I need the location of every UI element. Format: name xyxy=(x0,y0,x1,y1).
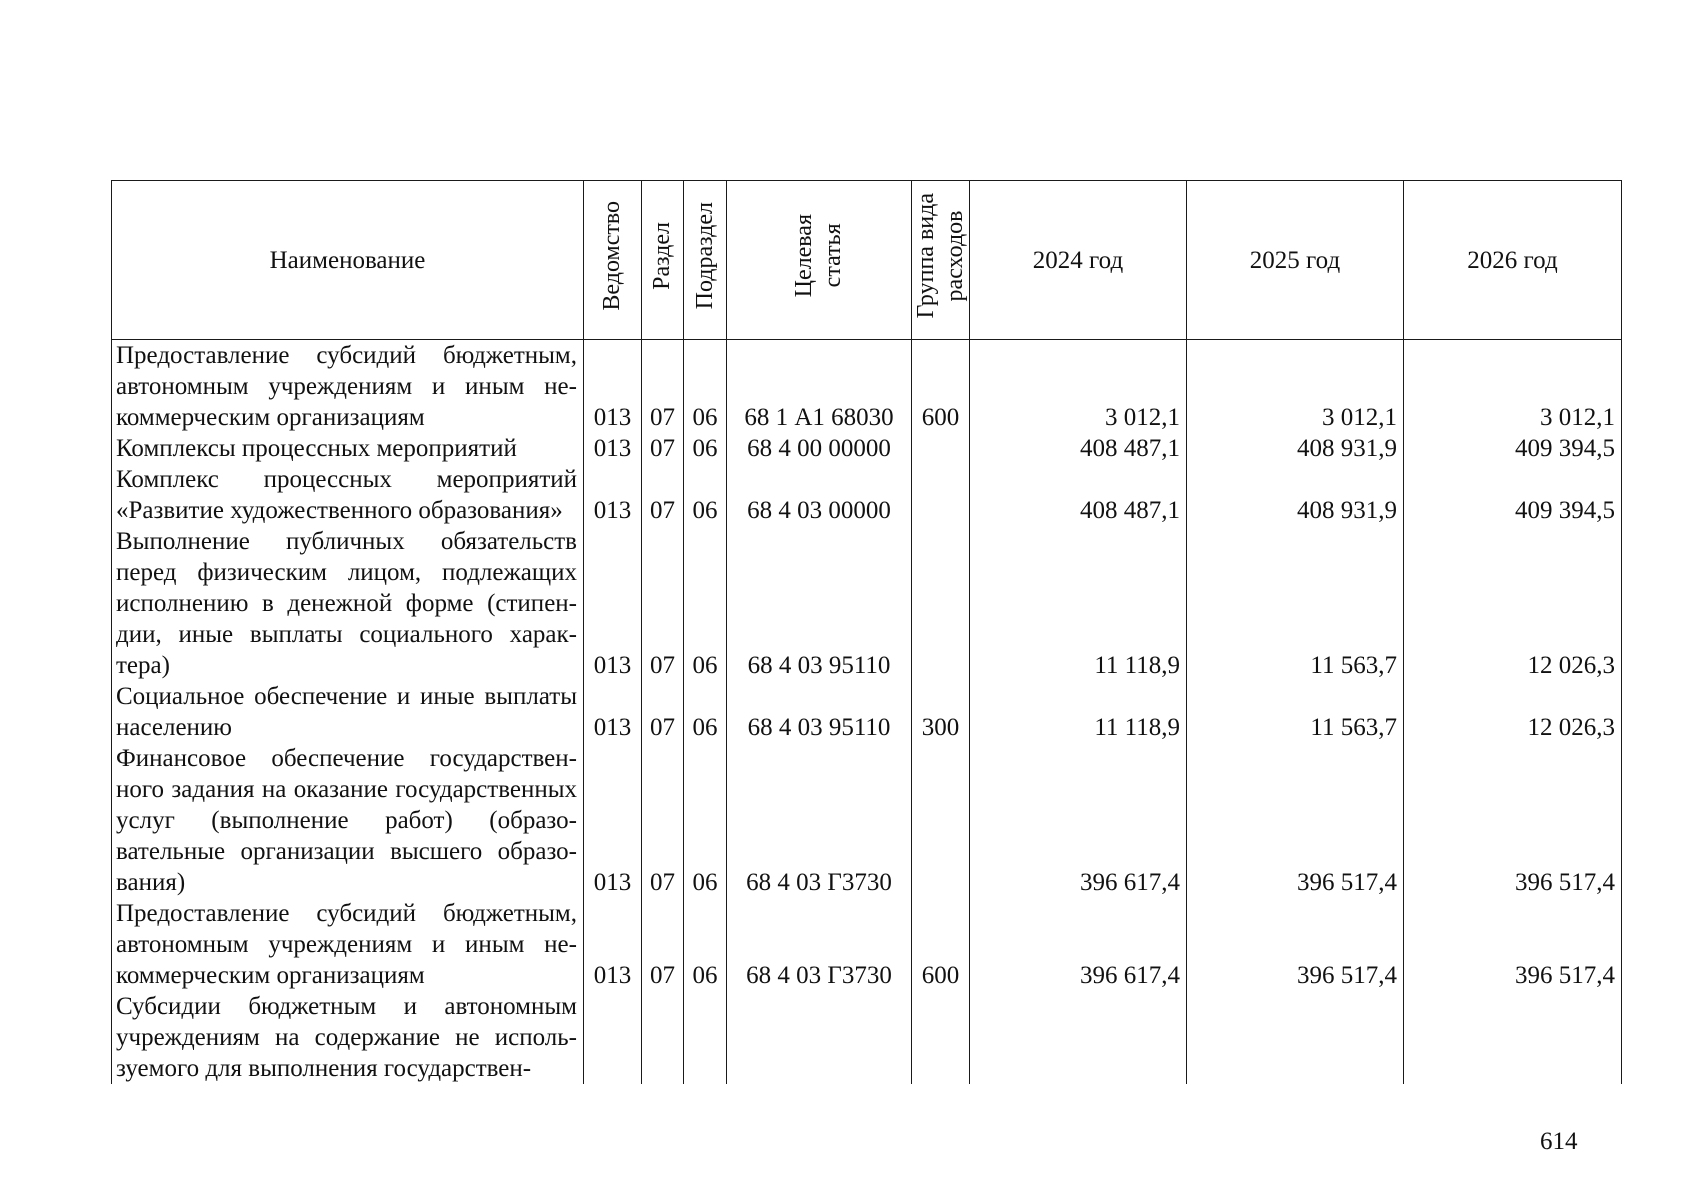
header-2024: 2024 год xyxy=(970,181,1187,340)
row-podrazdel: 06 xyxy=(684,526,727,681)
table-row xyxy=(112,433,1622,464)
header-2026: 2026 год xyxy=(1404,181,1622,340)
table-row xyxy=(112,898,1622,991)
row-target: 68 4 03 95110 xyxy=(727,526,912,681)
row-vedomstvo: 013 xyxy=(584,340,642,434)
row-name: Комплекс процессных мероприятий «Развитие художественного образования» xyxy=(112,464,584,526)
row-razdel: 07 xyxy=(642,433,684,464)
row-target: 68 4 03 95110 xyxy=(727,681,912,743)
row-razdel: 07 xyxy=(642,681,684,743)
row-razdel: 07 xyxy=(642,743,684,898)
row-name: Предоставление субсидий бюджетным, автономным учреждениям и иным некоммерческим организациям xyxy=(112,340,584,434)
row-podrazdel xyxy=(684,991,727,1084)
header-razdel: Раздел xyxy=(642,181,684,340)
row-razdel: 07 xyxy=(642,526,684,681)
header-vedomstvo: Ведомство xyxy=(584,181,642,340)
row-podrazdel: 06 xyxy=(684,340,727,434)
row-target: 68 4 03 00000 xyxy=(727,464,912,526)
row-target: 68 1 А1 68030 xyxy=(727,340,912,434)
header-2025: 2025 год xyxy=(1187,181,1404,340)
row-vedomstvo: 013 xyxy=(584,526,642,681)
row-razdel: 07 xyxy=(642,340,684,434)
row-group: 600 xyxy=(912,340,970,434)
row-2025: 408 931,9 xyxy=(1187,433,1404,464)
row-name: Финансовое обеспечение государственного задания на оказание государственных услуг (выполнение работ) (образовательные организации высшего образования) xyxy=(112,743,584,898)
header-podrazdel: Подраздел xyxy=(684,181,727,340)
row-2024: 408 487,1 xyxy=(970,433,1187,464)
header-name: Наименование xyxy=(112,181,584,340)
row-podrazdel: 06 xyxy=(684,433,727,464)
page-number: 614 xyxy=(1540,1128,1578,1155)
row-2026: 3 012,1 xyxy=(1404,340,1622,434)
row-vedomstvo: 013 xyxy=(584,898,642,991)
row-target: 68 4 03 Г3730 xyxy=(727,743,912,898)
row-2024 xyxy=(970,991,1187,1084)
row-2025: 408 931,9 xyxy=(1187,464,1404,526)
row-podrazdel: 06 xyxy=(684,681,727,743)
row-name: Субсидии бюджетным и автономным учреждениям на содержание не используемого для выполнения государствен- xyxy=(112,991,584,1084)
table-row xyxy=(112,743,1622,898)
row-target: 68 4 00 00000 xyxy=(727,433,912,464)
row-2024: 396 617,4 xyxy=(970,898,1187,991)
row-group xyxy=(912,433,970,464)
row-group xyxy=(912,991,970,1084)
row-2026: 409 394,5 xyxy=(1404,464,1622,526)
budget-table xyxy=(111,180,1622,1084)
row-group xyxy=(912,464,970,526)
row-target: 68 4 03 Г3730 xyxy=(727,898,912,991)
row-group: 600 xyxy=(912,898,970,991)
row-2024: 3 012,1 xyxy=(970,340,1187,434)
row-podrazdel: 06 xyxy=(684,464,727,526)
row-2025 xyxy=(1187,991,1404,1084)
row-2024: 408 487,1 xyxy=(970,464,1187,526)
row-vedomstvo: 013 xyxy=(584,681,642,743)
header-target-article: Целевая статья xyxy=(727,181,912,340)
row-group xyxy=(912,743,970,898)
row-name: Выполнение публичных обязательств перед физическим лицом, подлежащих исполнению в денежной форме (стипендии, иные выплаты социального характера) xyxy=(112,526,584,681)
table-row xyxy=(112,340,1622,434)
row-2025: 3 012,1 xyxy=(1187,340,1404,434)
row-podrazdel: 06 xyxy=(684,743,727,898)
row-podrazdel: 06 xyxy=(684,898,727,991)
row-razdel xyxy=(642,991,684,1084)
row-2026 xyxy=(1404,991,1622,1084)
table-row xyxy=(112,526,1622,681)
row-vedomstvo xyxy=(584,991,642,1084)
header-expense-group: Группа вида расходов xyxy=(912,181,970,340)
row-razdel: 07 xyxy=(642,464,684,526)
row-razdel: 07 xyxy=(642,898,684,991)
row-2024: 11 118,9 xyxy=(970,681,1187,743)
row-2025: 396 517,4 xyxy=(1187,743,1404,898)
row-group: 300 xyxy=(912,681,970,743)
row-2026: 396 517,4 xyxy=(1404,898,1622,991)
row-2026: 409 394,5 xyxy=(1404,433,1622,464)
row-2024: 396 617,4 xyxy=(970,743,1187,898)
row-name: Предоставление субсидий бюджетным, автономным учреждениям и иным некоммерческим организациям xyxy=(112,898,584,991)
row-2025: 396 517,4 xyxy=(1187,898,1404,991)
row-target xyxy=(727,991,912,1084)
row-2026: 396 517,4 xyxy=(1404,743,1622,898)
row-group xyxy=(912,526,970,681)
row-2025: 11 563,7 xyxy=(1187,681,1404,743)
row-2026: 12 026,3 xyxy=(1404,526,1622,681)
table-row xyxy=(112,681,1622,743)
header-row xyxy=(112,181,1622,340)
row-vedomstvo: 013 xyxy=(584,464,642,526)
row-name: Социальное обеспечение и иные выплаты населению xyxy=(112,681,584,743)
row-2024: 11 118,9 xyxy=(970,526,1187,681)
table-row xyxy=(112,991,1622,1084)
row-2025: 11 563,7 xyxy=(1187,526,1404,681)
row-name: Комплексы процессных мероприятий xyxy=(112,433,584,464)
row-vedomstvo: 013 xyxy=(584,743,642,898)
row-vedomstvo: 013 xyxy=(584,433,642,464)
table-row xyxy=(112,464,1622,526)
row-2026: 12 026,3 xyxy=(1404,681,1622,743)
